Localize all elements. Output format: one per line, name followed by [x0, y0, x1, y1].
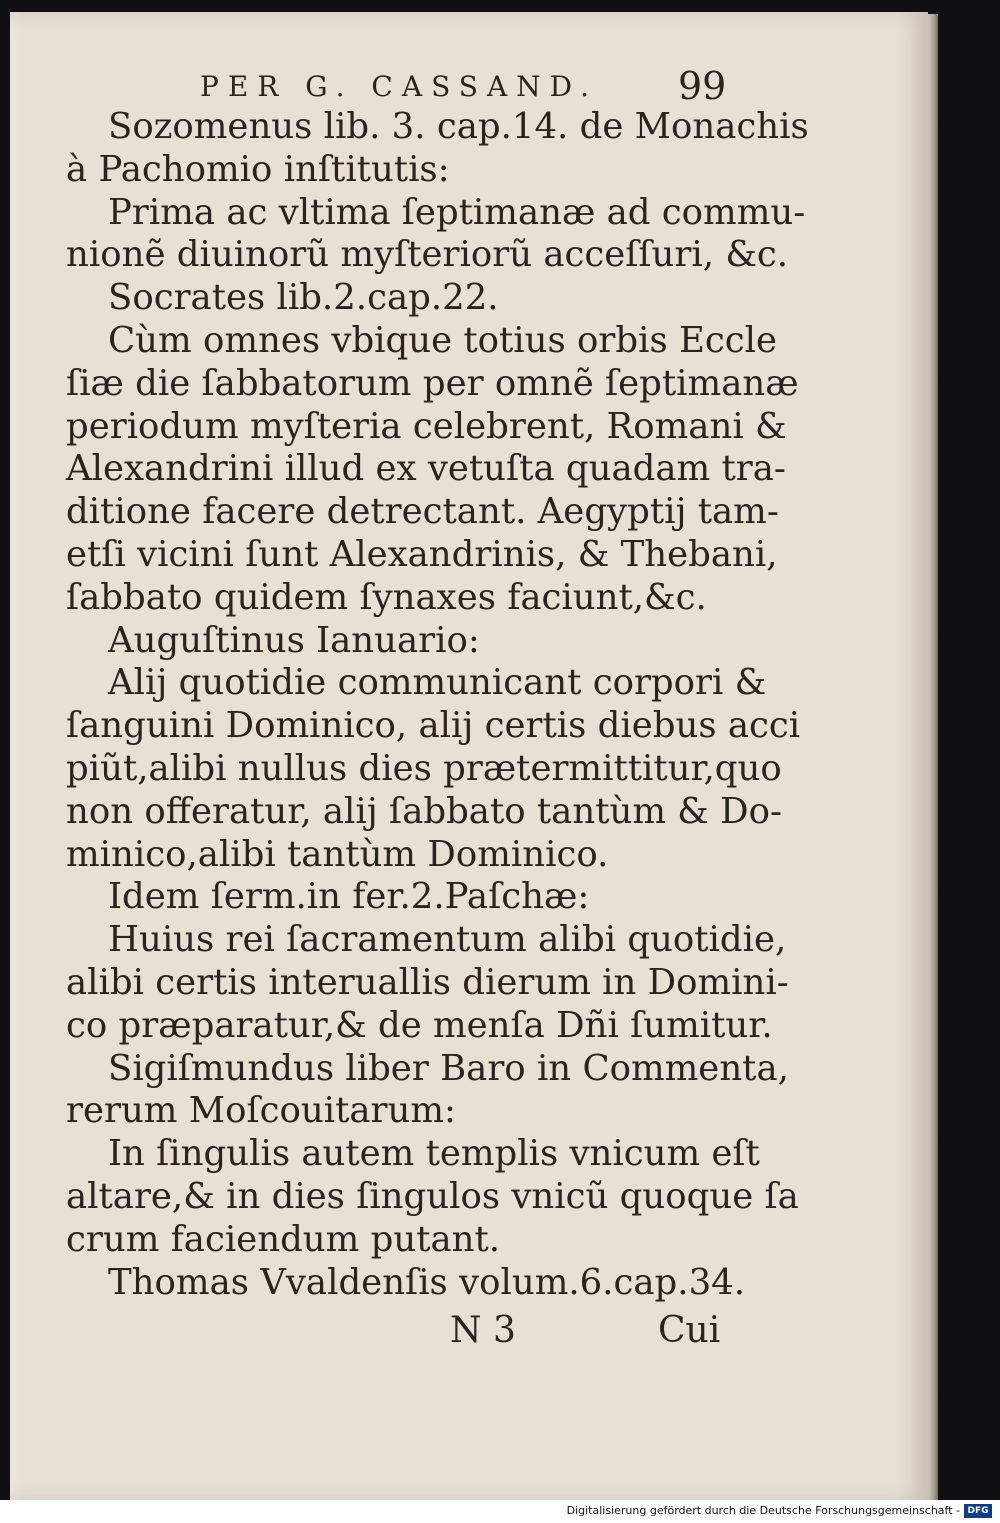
text-line: ſabbato quidem ſynaxes faciunt,&c. — [66, 576, 707, 618]
text-line: co præparatur,& de menſa Dñi ſumitur. — [66, 1004, 773, 1046]
text-line: Auguſtinus Ianuario: — [108, 619, 480, 661]
text-line: Sigiſmundus liber Baro in Commenta, — [108, 1047, 789, 1089]
text-line: Alexandrini illud ex vetuſta quadam tra- — [66, 448, 786, 490]
text-line: ſiæ die ſabbatorum per omnẽ ſeptimanæ — [66, 362, 799, 404]
text-line: Idem ſerm.in fer.2.Paſchæ: — [108, 876, 590, 918]
body-text — [66, 106, 809, 1304]
text-line: nionẽ diuinorũ myſteriorũ acceſſuri, &c. — [66, 234, 789, 276]
page-footer-marks — [10, 1310, 928, 1354]
text-line: Huius rei ſacramentum alibi quotidie, — [108, 919, 787, 961]
digitization-footer — [0, 1500, 1000, 1523]
text-line: Prima ac vltima ſeptimanæ ad commu- — [108, 191, 806, 233]
text-line: non offeratur, alij ſabbato tantùm & Do- — [66, 790, 782, 832]
text-line: crum faciendum putant. — [66, 1218, 501, 1260]
text-line: altare,& in dies ſingulos vnicũ quoque ſa — [66, 1175, 799, 1217]
text-line: rerum Moſcouitarum: — [66, 1090, 456, 1132]
text-line: Sozomenus lib. 3. cap.14. de Monachis — [108, 106, 809, 147]
text-line: Alij quotidie communicant corpori & — [108, 662, 767, 704]
running-head — [10, 64, 928, 110]
book-page — [10, 12, 928, 1502]
text-line: In ſingulis autem templis vnicum eſt — [108, 1133, 760, 1175]
text-line: Cùm omnes vbique totius orbis Eccle — [108, 319, 777, 361]
text-line: alibi certis interuallis dierum in Domini- — [66, 961, 789, 1003]
running-head-title: PER G. CASSAND. — [200, 70, 599, 103]
signature-mark: N 3 — [450, 1310, 516, 1351]
text-line: à Pachomio inſtitutis: — [66, 148, 450, 190]
text-line: ſanguini Dominico, alij certis diebus acci — [66, 705, 801, 747]
text-line: piũt,alibi nullus dies prætermittitur,quo — [66, 747, 782, 789]
text-line: etſi vicini ſunt Alexandrinis, & Thebani, — [66, 533, 778, 575]
text-line: periodum myſteria celebrent, Romani & — [66, 405, 787, 447]
text-line: Thomas Vvaldenſis volum.6.cap.34. — [108, 1261, 746, 1303]
catchword: Cui — [658, 1310, 721, 1351]
text-line: minico,alibi tantùm Dominico. — [66, 833, 609, 875]
page-edge — [928, 14, 938, 1500]
text-line: Socrates lib.2.cap.22. — [108, 277, 499, 319]
footer-credit: Digitalisierung gefördert durch die Deutsche Forschungsgemeinschaft - — [566, 1504, 960, 1517]
page-number: 99 — [678, 64, 727, 108]
dfg-logo: DFG — [964, 1504, 992, 1518]
text-line: ditione facere detrectant. Aegyptij tam- — [66, 491, 779, 533]
